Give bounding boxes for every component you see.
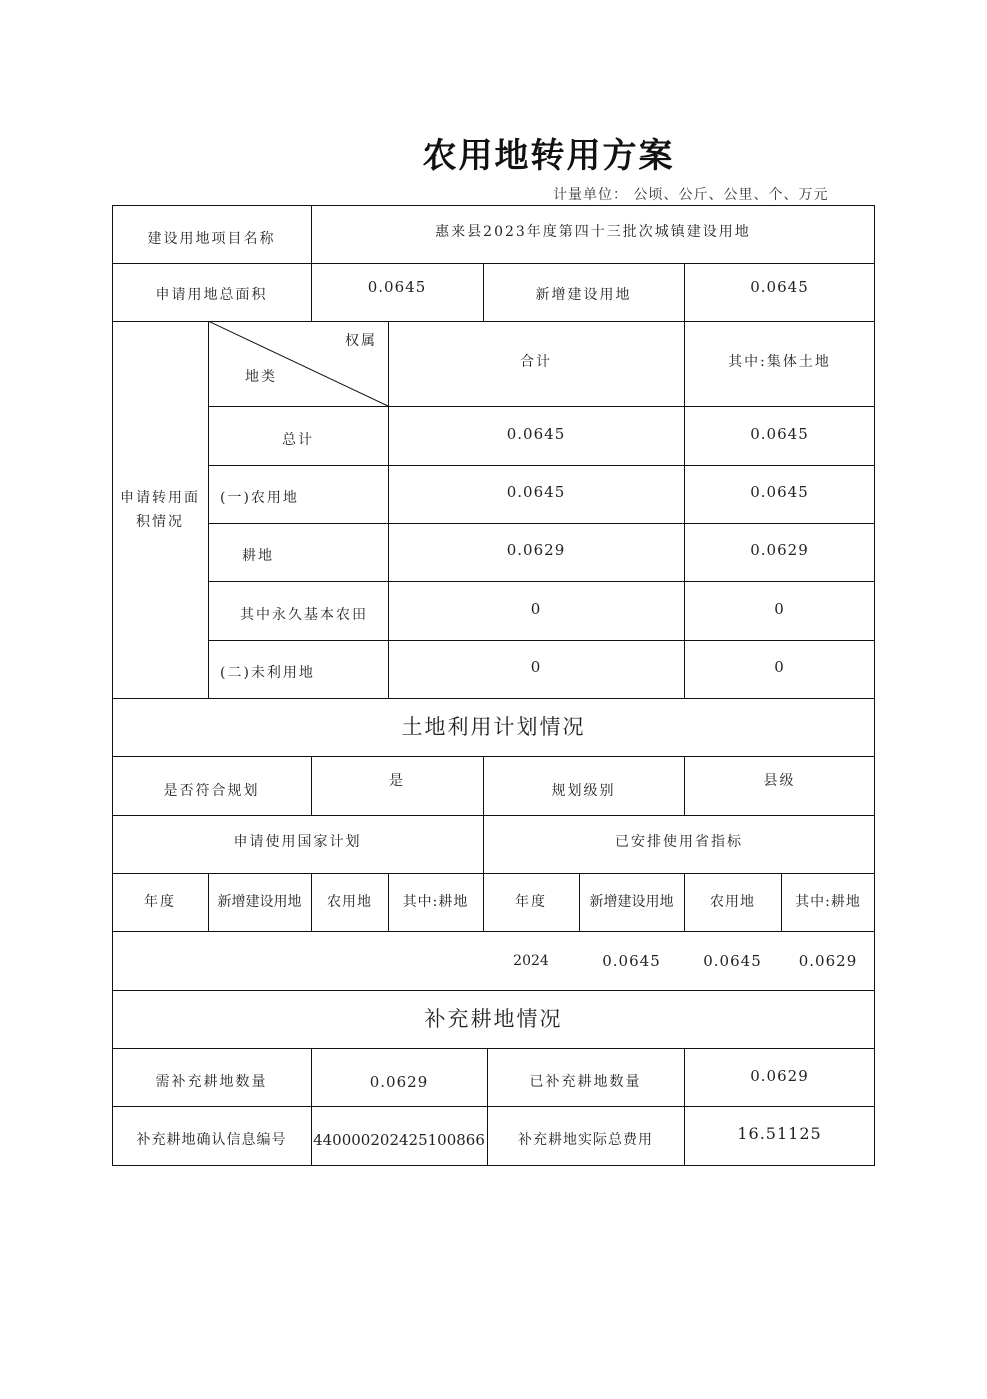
total-area-label: 申请用地总面积 — [155, 287, 268, 303]
table-border-bottom — [112, 1165, 875, 1166]
plan-header-cultivated: 其中:耕地 — [402, 894, 469, 910]
row-collective-value: 0 — [774, 599, 785, 618]
plan-compliant-label: 是否符合规划 — [163, 782, 260, 799]
national-plan-label: 申请使用国家计划 — [233, 834, 362, 850]
plan-header-new-construction: 新增建设用地 — [589, 894, 674, 910]
new-construction-label: 新增建设用地 — [535, 287, 632, 303]
plan-value-new-construction: 0.0645 — [602, 951, 661, 970]
plan-header-agricultural: 农用地 — [327, 894, 372, 910]
plan-header-agricultural: 农用地 — [710, 894, 755, 910]
supplement-need-label: 需补充耕地数量 — [155, 1074, 268, 1090]
row-label-agricultural: (一)农用地 — [220, 490, 299, 506]
plan-level-label: 规划级别 — [551, 782, 616, 799]
row-collective-value: 0.0629 — [750, 541, 809, 559]
supplement-section-title: 补充耕地情况 — [424, 1007, 563, 1031]
plan-header-year: 年度 — [515, 894, 547, 910]
plan-value-cell — [208, 931, 311, 990]
row-label-total: 总计 — [282, 431, 314, 448]
supplement-code-label: 补充耕地确认信息编号 — [136, 1131, 287, 1148]
project-name-value: 惠来县2023年度第四十三批次城镇建设用地 — [435, 224, 751, 240]
conversion-plan-table — [112, 205, 875, 1166]
row-total-value: 0.0645 — [506, 424, 566, 443]
total-area-value: 0.0645 — [367, 278, 427, 296]
row-label-unused: (二)未利用地 — [220, 665, 315, 681]
plan-value-year: 2024 — [513, 952, 549, 969]
supplement-need-value: 0.0629 — [369, 1073, 429, 1091]
plan-compliant-value: 是 — [389, 772, 405, 789]
header-landtype: 地类 — [245, 369, 277, 385]
plan-value-cultivated: 0.0629 — [798, 951, 858, 970]
col-collective-header: 其中:集体土地 — [728, 353, 831, 370]
row-total-value: 0.0629 — [506, 541, 566, 559]
plan-value-cell — [311, 931, 388, 990]
plan-value-agricultural: 0.0645 — [703, 951, 762, 970]
supplement-done-value: 0.0629 — [750, 1067, 809, 1085]
row-collective-value: 0.0645 — [750, 424, 809, 443]
supplement-code-value: 440000202425100866 — [313, 1130, 485, 1149]
project-name-label: 建设用地项目名称 — [147, 231, 276, 247]
plan-header-new-construction: 新增建设用地 — [217, 894, 302, 910]
col-total-header: 合计 — [520, 353, 552, 370]
row-collective-value: 0.0645 — [750, 483, 809, 501]
row-total-value: 0 — [530, 599, 542, 618]
supplement-cost-label: 补充耕地实际总费用 — [518, 1131, 653, 1148]
supplement-cost-value: 16.51125 — [737, 1123, 822, 1143]
provincial-quota-label: 已安排使用省指标 — [615, 834, 743, 850]
conversion-section-label: 申请转用面积情况 — [120, 489, 200, 530]
row-total-value: 0 — [530, 658, 542, 676]
plan-value-cell — [112, 931, 208, 990]
unit-label: 计量单位： 公顷、公斤、公里、个、万元 — [553, 187, 829, 203]
row-label-cultivated: 耕地 — [242, 548, 274, 564]
plan-value-cell — [388, 931, 483, 990]
header-ownership: 权属 — [345, 333, 377, 349]
row-label-basic-farmland: 其中永久基本农田 — [240, 606, 368, 623]
plan-level-value: 县级 — [763, 772, 796, 789]
plan-header-cultivated: 其中:耕地 — [795, 894, 861, 910]
supplement-done-label: 已补充耕地数量 — [529, 1074, 642, 1090]
plan-header-year: 年度 — [144, 894, 176, 910]
new-construction-value: 0.0645 — [750, 278, 809, 296]
plan-section-title: 土地利用计划情况 — [401, 715, 586, 739]
document-title: 农用地转用方案 — [422, 136, 675, 176]
row-collective-value: 0 — [774, 658, 785, 676]
row-total-value: 0.0645 — [506, 483, 566, 501]
